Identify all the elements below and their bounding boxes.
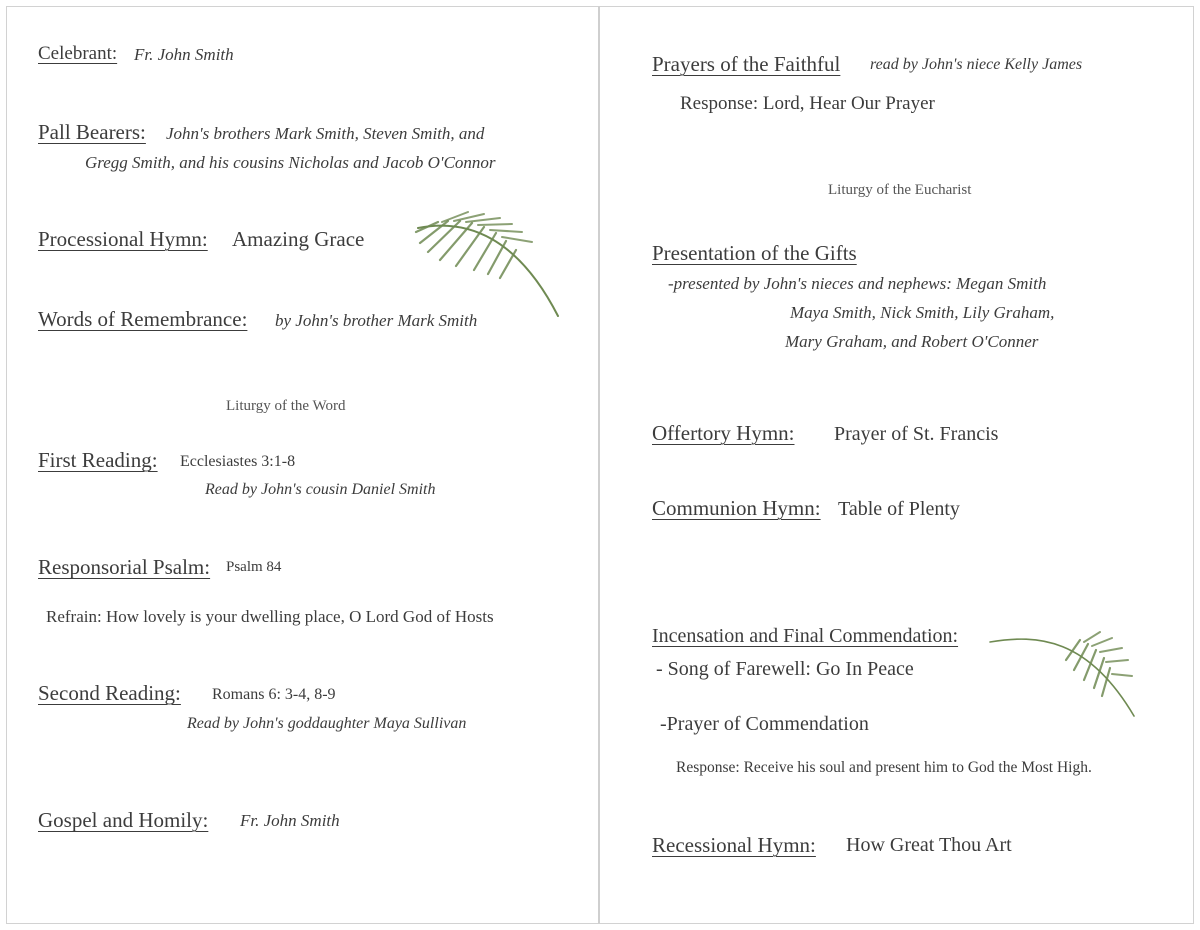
palm-frond-icon (408, 208, 568, 323)
remembrance-value: by John's brother Mark Smith (275, 311, 478, 330)
first-reading-label: First Reading: (38, 448, 158, 472)
presentation-gifts-label: Presentation of the Gifts (652, 241, 857, 265)
gifts-line3: Mary Graham, and Robert O'Conner (785, 332, 1039, 351)
second-reading-value: Romans 6: 3-4, 8-9 (212, 686, 336, 703)
processional-hymn-label: Processional Hymn: (38, 227, 208, 251)
offertory-hymn-label: Offertory Hymn: (652, 421, 795, 445)
processional-hymn-value: Amazing Grace (232, 227, 365, 251)
responsorial-psalm-label: Responsorial Psalm: (38, 555, 211, 579)
pall-bearers-line1: John's brothers Mark Smith, Steven Smith, and (166, 124, 485, 143)
incensation-label: Incensation and Final Commendation: (652, 625, 959, 647)
remembrance-label: Words of Remembrance: (38, 307, 248, 331)
prayers-faithful-label: Prayers of the Faithful (652, 52, 841, 76)
communion-hymn-value: Table of Plenty (838, 498, 960, 520)
second-reading-reader: Read by John's goddaughter Maya Sullivan (187, 715, 467, 732)
gifts-line2: Maya Smith, Nick Smith, Lily Graham, (790, 303, 1055, 322)
palm-frond-icon (988, 630, 1138, 720)
recessional-hymn-label: Recessional Hymn: (652, 833, 816, 857)
song-of-farewell: - Song of Farewell: Go In Peace (656, 658, 914, 680)
pall-bearers-line2: Gregg Smith, and his cousins Nicholas and Jacob O'Connor (85, 153, 496, 172)
liturgy-of-the-word-heading: Liturgy of the Word (226, 398, 346, 414)
liturgy-of-the-eucharist-heading: Liturgy of the Eucharist (828, 182, 972, 198)
psalm-refrain: Refrain: How lovely is your dwelling place, O Lord God of Hosts (46, 607, 494, 626)
pall-bearers-label: Pall Bearers: (38, 120, 146, 144)
celebrant-label: Celebrant: (38, 43, 118, 64)
first-reading-value: Ecclesiastes 3:1-8 (180, 453, 296, 470)
prayers-response: Response: Lord, Hear Our Prayer (680, 93, 935, 114)
page-divider (598, 6, 600, 924)
gifts-line1: -presented by John's nieces and nephews: Megan Smith (668, 274, 1047, 293)
recessional-hymn-value: How Great Thou Art (846, 834, 1012, 856)
prayer-of-commendation: -Prayer of Commendation (660, 713, 869, 735)
gospel-homily-value: Fr. John Smith (240, 811, 340, 830)
second-reading-label: Second Reading: (38, 681, 181, 705)
offertory-hymn-value: Prayer of St. Francis (834, 423, 999, 445)
commendation-response: Response: Receive his soul and present him to God the Most High. (676, 759, 1092, 776)
responsorial-psalm-value: Psalm 84 (226, 559, 282, 575)
communion-hymn-label: Communion Hymn: (652, 496, 821, 520)
first-reading-reader: Read by John's cousin Daniel Smith (205, 481, 436, 498)
gospel-homily-label: Gospel and Homily: (38, 808, 209, 832)
celebrant-value: Fr. John Smith (134, 45, 234, 64)
prayers-faithful-value: read by John's niece Kelly James (870, 56, 1083, 73)
